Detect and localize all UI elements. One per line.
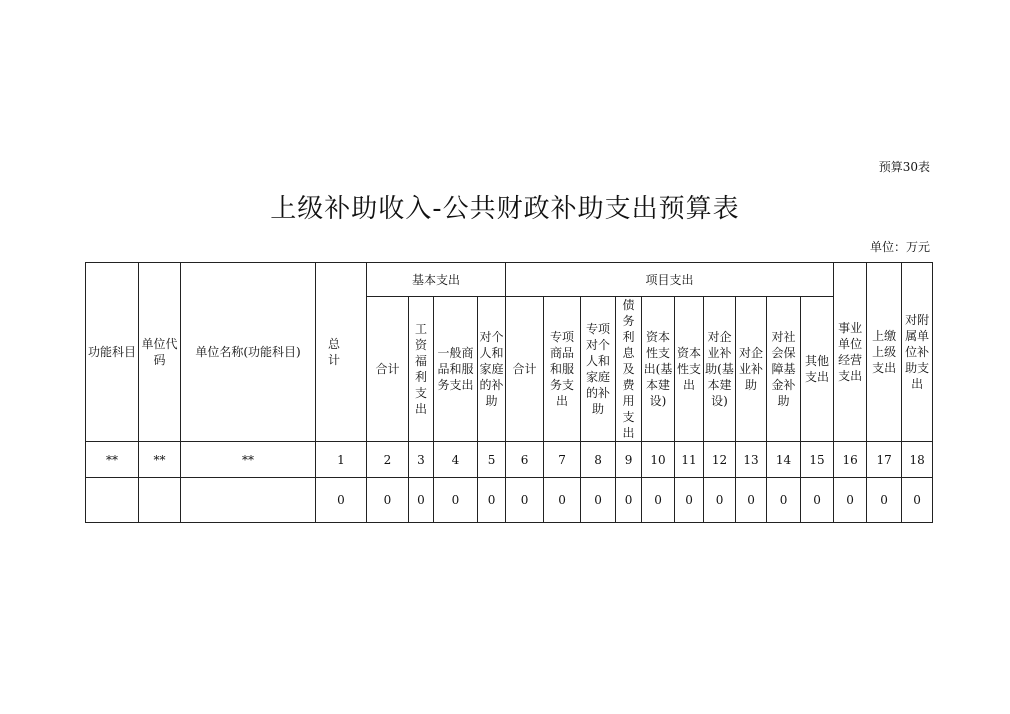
header-other: 其他支出: [801, 297, 834, 442]
header-func-subject: 功能科目: [86, 263, 139, 442]
header-special-personal: 专项对个人和家庭的补助: [581, 297, 616, 442]
unit-label: 单位：万元: [869, 240, 930, 254]
index-cell: 14: [767, 442, 801, 478]
header-capital-construction: 资本性支出(基本建设): [642, 297, 675, 442]
header-personal-subsidy: 对个人和家庭的补助: [478, 297, 506, 442]
index-cell: 16: [834, 442, 867, 478]
header-enterprise-construction: 对企业补助(基本建设): [704, 297, 736, 442]
data-cell: 0: [867, 478, 902, 523]
data-cell: 0: [736, 478, 767, 523]
header-basic-total: 合计: [367, 297, 409, 442]
header-upper-payment: 上缴上级支出: [867, 263, 902, 442]
table-row-data: [86, 478, 933, 523]
index-cell: 17: [867, 442, 902, 478]
data-cell: 0: [316, 478, 367, 523]
data-cell: 0: [801, 478, 834, 523]
header-goods-services: 一般商品和服务支出: [434, 297, 478, 442]
index-cell: 12: [704, 442, 736, 478]
header-public-institution: 事业单位经营支出: [834, 263, 867, 442]
data-cell: 0: [367, 478, 409, 523]
data-cell: 0: [434, 478, 478, 523]
data-cell: 0: [544, 478, 581, 523]
header-basic-expenditure: 基本支出: [367, 263, 506, 297]
index-cell: 15: [801, 442, 834, 478]
index-cell: 6: [506, 442, 544, 478]
data-cell: 0: [581, 478, 616, 523]
index-cell: 3: [409, 442, 434, 478]
data-unit-name: [181, 478, 316, 523]
page-title: 上级补助收入-公共财政补助支出预算表: [270, 194, 740, 224]
header-capital: 资本性支出: [675, 297, 704, 442]
header-unit-code: 单位代码: [139, 263, 181, 442]
index-unit-name: **: [181, 442, 316, 478]
data-cell: 0: [834, 478, 867, 523]
header-unit-name: 单位名称(功能科目): [181, 263, 316, 442]
data-cell: 0: [478, 478, 506, 523]
index-unit-code: **: [139, 442, 181, 478]
header-project-expenditure: 项目支出: [506, 263, 834, 297]
budget-table: [85, 262, 933, 523]
index-cell: 7: [544, 442, 581, 478]
index-cell: 2: [367, 442, 409, 478]
header-row-1: [86, 263, 933, 297]
header-salary-welfare: 工资福利支出: [409, 297, 434, 442]
header-affiliated-subsidy: 对附属单位补助支出: [902, 263, 933, 442]
form-number: 预算30表: [878, 160, 930, 174]
index-cell: 18: [902, 442, 933, 478]
data-cell: 0: [902, 478, 933, 523]
data-cell: 0: [616, 478, 642, 523]
index-func-subject: **: [86, 442, 139, 478]
header-project-total: 合计: [506, 297, 544, 442]
data-cell: 0: [767, 478, 801, 523]
data-unit-code: [139, 478, 181, 523]
header-total: 总 计: [316, 263, 367, 442]
index-cell: 4: [434, 442, 478, 478]
index-cell: 8: [581, 442, 616, 478]
header-special-goods: 专项商品和服务支出: [544, 297, 581, 442]
data-cell: 0: [675, 478, 704, 523]
data-cell: 0: [409, 478, 434, 523]
index-cell: 1: [316, 442, 367, 478]
index-cell: 13: [736, 442, 767, 478]
index-cell: 11: [675, 442, 704, 478]
header-enterprise-subsidy: 对企业补助: [736, 297, 767, 442]
index-cell: 10: [642, 442, 675, 478]
data-cell: 0: [704, 478, 736, 523]
data-func-subject: [86, 478, 139, 523]
index-cell: 5: [478, 442, 506, 478]
table-row-index: [86, 442, 933, 478]
header-social-security: 对社会保障基金补助: [767, 297, 801, 442]
data-cell: 0: [642, 478, 675, 523]
data-cell: 0: [506, 478, 544, 523]
index-cell: 9: [616, 442, 642, 478]
header-debt-interest: 债务利息及费用支出: [616, 297, 642, 442]
